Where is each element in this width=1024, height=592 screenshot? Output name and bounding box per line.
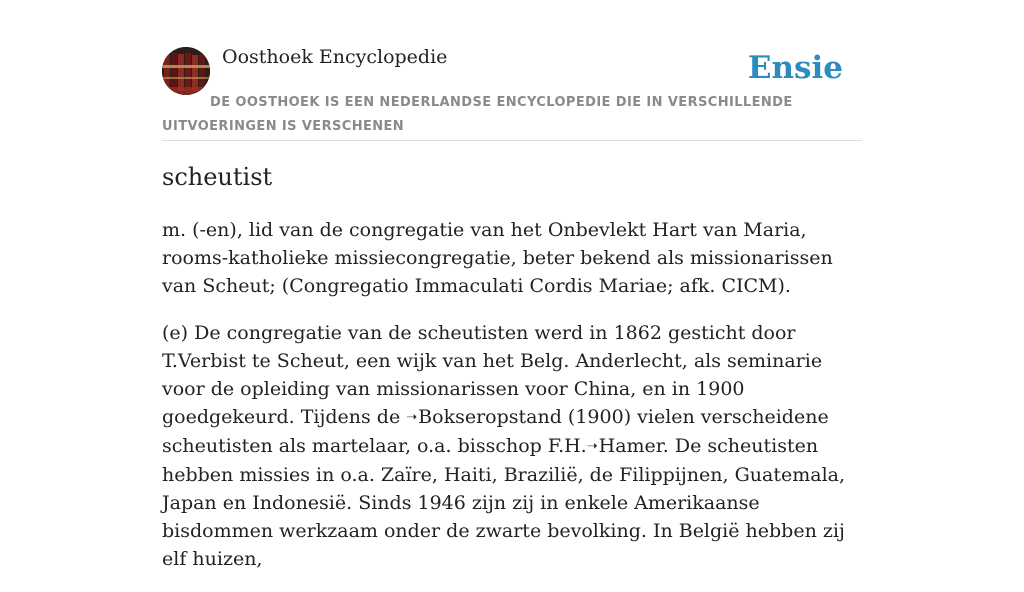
cross-reference-arrow-icon: ➝ [586, 439, 598, 454]
cross-reference-link[interactable]: Hamer [598, 435, 663, 457]
cross-reference-arrow-icon: ➝ [406, 410, 418, 425]
text-segment: . De scheutisten hebben missies in o.a. Zaïre, Haiti, Brazilië, de Filippijnen, Guatemala, Japan en Indonesië. Sinds 1946 zijn zij in enkele Amerikaanse bisdommen werkzaam onder de zwarte bevolking. In België hebben zij elf huizen, [162, 435, 846, 570]
text-segment: (1900) vielen verscheidene scheutisten als martelaar, o.a. bisschop F.H. [162, 406, 829, 457]
site-header [162, 0, 862, 141]
cross-reference-link[interactable]: Bokseropstand [418, 406, 562, 428]
entry-description [162, 319, 862, 573]
site-name[interactable]: Oosthoek Encyclopedie [222, 46, 448, 68]
entry-title: scheutist [162, 163, 273, 191]
brand-logo[interactable]: Ensie [747, 50, 843, 86]
entry-definition: m. (-en), lid van de congregatie van het Onbevlekt Hart van Maria, rooms-katholieke missiecongregatie, beter bekend als missionarissen van Scheut; (Congregatio Immaculati Cordis Mariae; afk. CICM). [162, 219, 833, 297]
site-tagline: DE OOSTHOEK IS EEN NEDERLANDSE ENCYCLOPEDIE DIE IN VERSCHILLENDE UITVOERINGEN IS VERSCHENEN [162, 95, 793, 134]
entry-body [162, 216, 862, 592]
page [162, 0, 862, 570]
encyclopedia-books-icon[interactable] [162, 47, 210, 95]
text-segment: (e) De congregatie van de scheutisten werd in 1862 gesticht door T.Verbist te Scheut, een wijk van het Belg. Anderlecht, als seminarie voor de opleiding van missionarissen voor China, en in 1900 goedgekeurd. Tijdens de [162, 322, 823, 428]
